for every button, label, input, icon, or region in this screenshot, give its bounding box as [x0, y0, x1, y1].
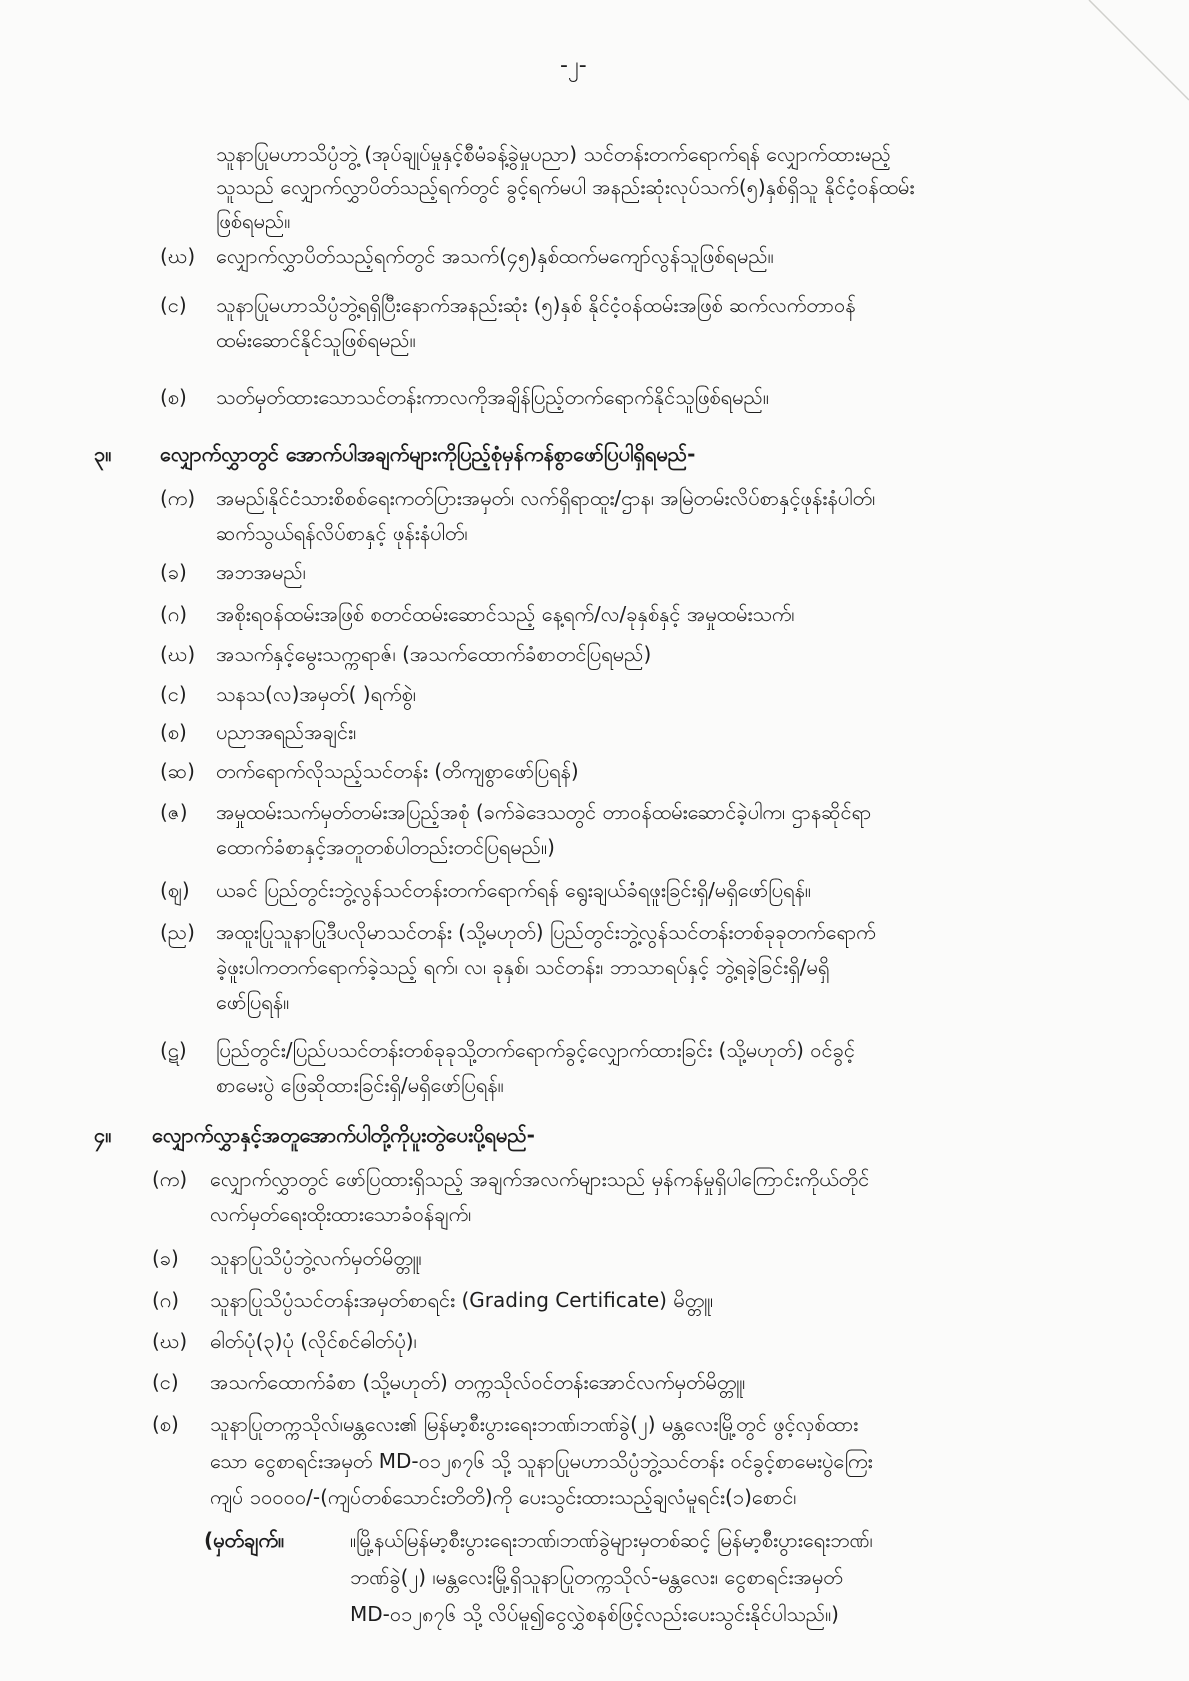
- item-text: အထူးပြုသူနာပြုဒီပလိုမာသင်တန်း (သို့မဟုတ်) ပြည်တွင်းဘွဲ့လွန်သင်တန်းတစ်ခုခုတက်ရောက်: [216, 920, 876, 944]
- item-text: အမည်၊နိုင်ငံသားစိစစ်ရေးကတ်ပြားအမှတ်၊ လက်ရှိရာထူး/ဌာန၊ အမြဲတမ်းလိပ်စာနှင့်ဖုန်းနံပါတ်၊: [216, 486, 876, 510]
- item-text: ဖော်ပြရန်။: [216, 990, 290, 1014]
- section-4-title: လျှောက်လွှာနှင့်အတူအောက်ပါတို့ကိုပူးတွဲပေးပို့ရမည်-: [152, 1123, 535, 1147]
- page-number: -၂-: [560, 53, 587, 78]
- item-marker: (စ): [152, 1412, 179, 1436]
- item-marker: (ဇ): [160, 800, 188, 824]
- item-marker: (ဂ): [152, 1288, 180, 1312]
- item-text: ခဲ့ဖူးပါကတက်ရောက်ခဲ့သည့် ရက်၊ လ၊ ခုနှစ်၊ သင်တန်း၊ ဘာသာရပ်နှင့် ဘွဲ့ရခဲ့ခြင်းရှိ/မရှိ: [216, 955, 830, 979]
- item-marker: (င): [152, 1370, 179, 1394]
- note-label: (မှတ်ချက်။: [204, 1528, 285, 1552]
- item-text: အစိုးရဝန်ထမ်းအဖြစ် စတင်ထမ်းဆောင်သည့် နေ့ရက်/လ/ခုနှစ်နှင့် အမှုထမ်းသက်၊: [216, 602, 795, 626]
- item-text: သူနာပြုသိပ္ပံသင်တန်းအမှတ်စာရင်း (Grading Certificate) မိတ္တူ၊: [210, 1288, 714, 1312]
- item-text: သူနာပြုမဟာသိပ္ပံဘွဲ့ရရှိပြီးနောက်အနည်းဆုံး (၅)နှစ် နိုင်ငံ့ဝန်ထမ်းအဖြစ် ဆက်လက်တာဝန်: [216, 293, 856, 317]
- section-3-title: လျှောက်လွှာတွင် အောက်ပါအချက်များကိုပြည့်စုံမှန်ကန်စွာဖော်ပြပါရှိရမည်-: [160, 442, 696, 466]
- item-text: ယခင် ပြည်တွင်းဘွဲ့လွန်သင်တန်းတက်ရောက်ရန် ရွေးချယ်ခံရဖူးခြင်းရှိ/မရှိဖော်ပြရန်။: [216, 878, 811, 902]
- item-text: လျှောက်လွှာပိတ်သည့်ရက်တွင် အသက်(၄၅)နှစ်ထက်မကျော်လွန်သူဖြစ်ရမည်။: [216, 244, 774, 268]
- item-marker: (က): [152, 1167, 188, 1191]
- item-marker: (င): [160, 682, 187, 706]
- item-text: သူနာပြုတက္ကသိုလ်၊မန္တလေး၏ မြန်မာ့စီးပွားရေးဘဏ်၊ဘဏ်ခွဲ(၂) မန္တလေးမြို့တွင် ဖွင့်လှစ်ထား: [210, 1412, 859, 1436]
- item-text: သူနာပြုသိပ္ပံဘွဲ့လက်မှတ်မိတ္တူ၊: [210, 1246, 422, 1270]
- item-text: ဆက်သွယ်ရန်လိပ်စာနှင့် ဖုန်းနံပါတ်၊: [216, 521, 468, 545]
- paper-crease-mark: [1069, 0, 1189, 120]
- item-text: အသက်နှင့်မွေးသက္ကရာဇ်၊ (အသက်ထောက်ခံစာတင်ပြရမည်): [216, 642, 652, 666]
- item-marker: (ဃ): [152, 1329, 188, 1353]
- note-text: ။မြို့နယ်မြန်မာ့စီးပွားရေးဘဏ်၊ဘဏ်ခွဲများမှတစ်ဆင့် မြန်မာ့စီးပွားရေးဘဏ်၊: [350, 1528, 873, 1552]
- section-3-number: ၃။: [94, 442, 112, 466]
- item-text: ကျပ် ၁၀၀၀၀/-(ကျပ်တစ်သောင်းတိတိ)ကို ပေးသွင်းထားသည့်ချလံမူရင်း(၁)စောင်၊: [210, 1485, 797, 1509]
- note-text: ဘဏ်ခွဲ(၂) ၊မန္တလေးမြို့ရှိသူနာပြုတက္ကသိုလ်-မန္တလေး၊ ငွေစာရင်းအမှတ်: [350, 1565, 843, 1589]
- item-text: သတ်မှတ်ထားသောသင်တန်းကာလကိုအချိန်ပြည့်တက်ရောက်နိုင်သူဖြစ်ရမည်။: [216, 385, 769, 409]
- item-marker: (ဆ): [160, 759, 195, 783]
- item-text: အသက်ထောက်ခံစာ (သို့မဟုတ်) တက္ကသိုလ်ဝင်တန်းအောင်လက်မှတ်မိတ္တူ၊: [210, 1370, 746, 1394]
- item-text: တက်ရောက်လိုသည့်သင်တန်း (တိကျစွာဖော်ပြရန်): [216, 759, 579, 783]
- item-marker: (င): [160, 293, 187, 317]
- item-text: ထမ်းဆောင်နိုင်သူဖြစ်ရမည်။: [216, 328, 416, 352]
- item-marker: (စ): [160, 720, 187, 744]
- item-marker: (စ): [160, 385, 187, 409]
- item-text: ပြည်တွင်း/ပြည်ပသင်တန်းတစ်ခုခုသို့တက်ရောက်ခွင့်လျှောက်ထားခြင်း (သို့မဟုတ်) ဝင်ခွင့်: [216, 1038, 855, 1062]
- item-text: သနသ(လ)အမှတ်( )ရက်စွဲ၊: [216, 682, 417, 706]
- item-marker: (က): [160, 486, 196, 510]
- item-marker: (ဂ): [160, 602, 188, 626]
- item-text: ပညာအရည်အချင်း၊: [216, 720, 357, 744]
- item-text: စာမေးပွဲ ဖြေဆိုထားခြင်းရှိ/မရှိဖော်ပြရန်။: [216, 1073, 504, 1097]
- item-marker: (ဃ): [160, 244, 196, 268]
- item-text: အဘအမည်၊: [216, 560, 306, 584]
- item-text: ထောက်ခံစာနှင့်အတူတစ်ပါတည်းတင်ပြရမည်။): [216, 835, 555, 859]
- item-marker: (ခ): [160, 560, 187, 584]
- item-text: ဓါတ်ပုံ(၃)ပုံ (လိုင်စင်ဓါတ်ပုံ)၊: [210, 1329, 417, 1353]
- item-marker: (ဃ): [160, 642, 196, 666]
- item-text: သော ငွေစာရင်းအမှတ် MD-၀၁၂၈၇၆ သို့ သူနာပြုမဟာသိပ္ပံဘွဲ့သင်တန်း ဝင်ခွင့်စာမေးပွဲကြေး: [210, 1449, 873, 1473]
- intro-line: သူနာပြုမဟာသိပ္ပံဘွဲ့ (အုပ်ချုပ်မှုနှင့်စီမံခန့်ခွဲမှုပညာ) သင်တန်းတက်ရောက်ရန် လျှောက်ထားမည့်: [216, 142, 891, 166]
- intro-line: သူသည် လျှောက်လွှာပိတ်သည့်ရက်တွင် ခွင့်ရက်မပါ အနည်းဆုံးလုပ်သက်(၅)နှစ်ရှိသူ နိုင်ငံ့ဝန်ထမ်း: [216, 175, 915, 199]
- note-text: MD-၀၁၂၈၇၆ သို့ လိပ်မူ၍ငွေလွှဲစနစ်ဖြင့်လည်းပေးသွင်းနိုင်ပါသည်။): [350, 1602, 839, 1626]
- item-marker: (ခ): [152, 1246, 179, 1270]
- item-marker: (ဈ): [160, 878, 190, 902]
- item-marker: (ဋ): [160, 1038, 187, 1062]
- section-4-number: ၄။: [94, 1123, 112, 1147]
- item-text: လျှောက်လွှာတွင် ဖော်ပြထားရှိသည့် အချက်အလက်များသည် မှန်ကန်မှုရှိပါကြောင်းကိုယ်တိုင်: [210, 1167, 870, 1191]
- item-marker: (ည): [160, 920, 195, 944]
- item-text: လက်မှတ်ရေးထိုးထားသောခံဝန်ချက်၊: [210, 1202, 472, 1226]
- intro-line: ဖြစ်ရမည်။: [216, 209, 291, 233]
- item-text: အမှုထမ်းသက်မှတ်တမ်းအပြည့်အစုံ (ခက်ခဲဒေသတွင် တာဝန်ထမ်းဆောင်ခဲ့ပါက၊ ဌာနဆိုင်ရာ: [216, 800, 872, 824]
